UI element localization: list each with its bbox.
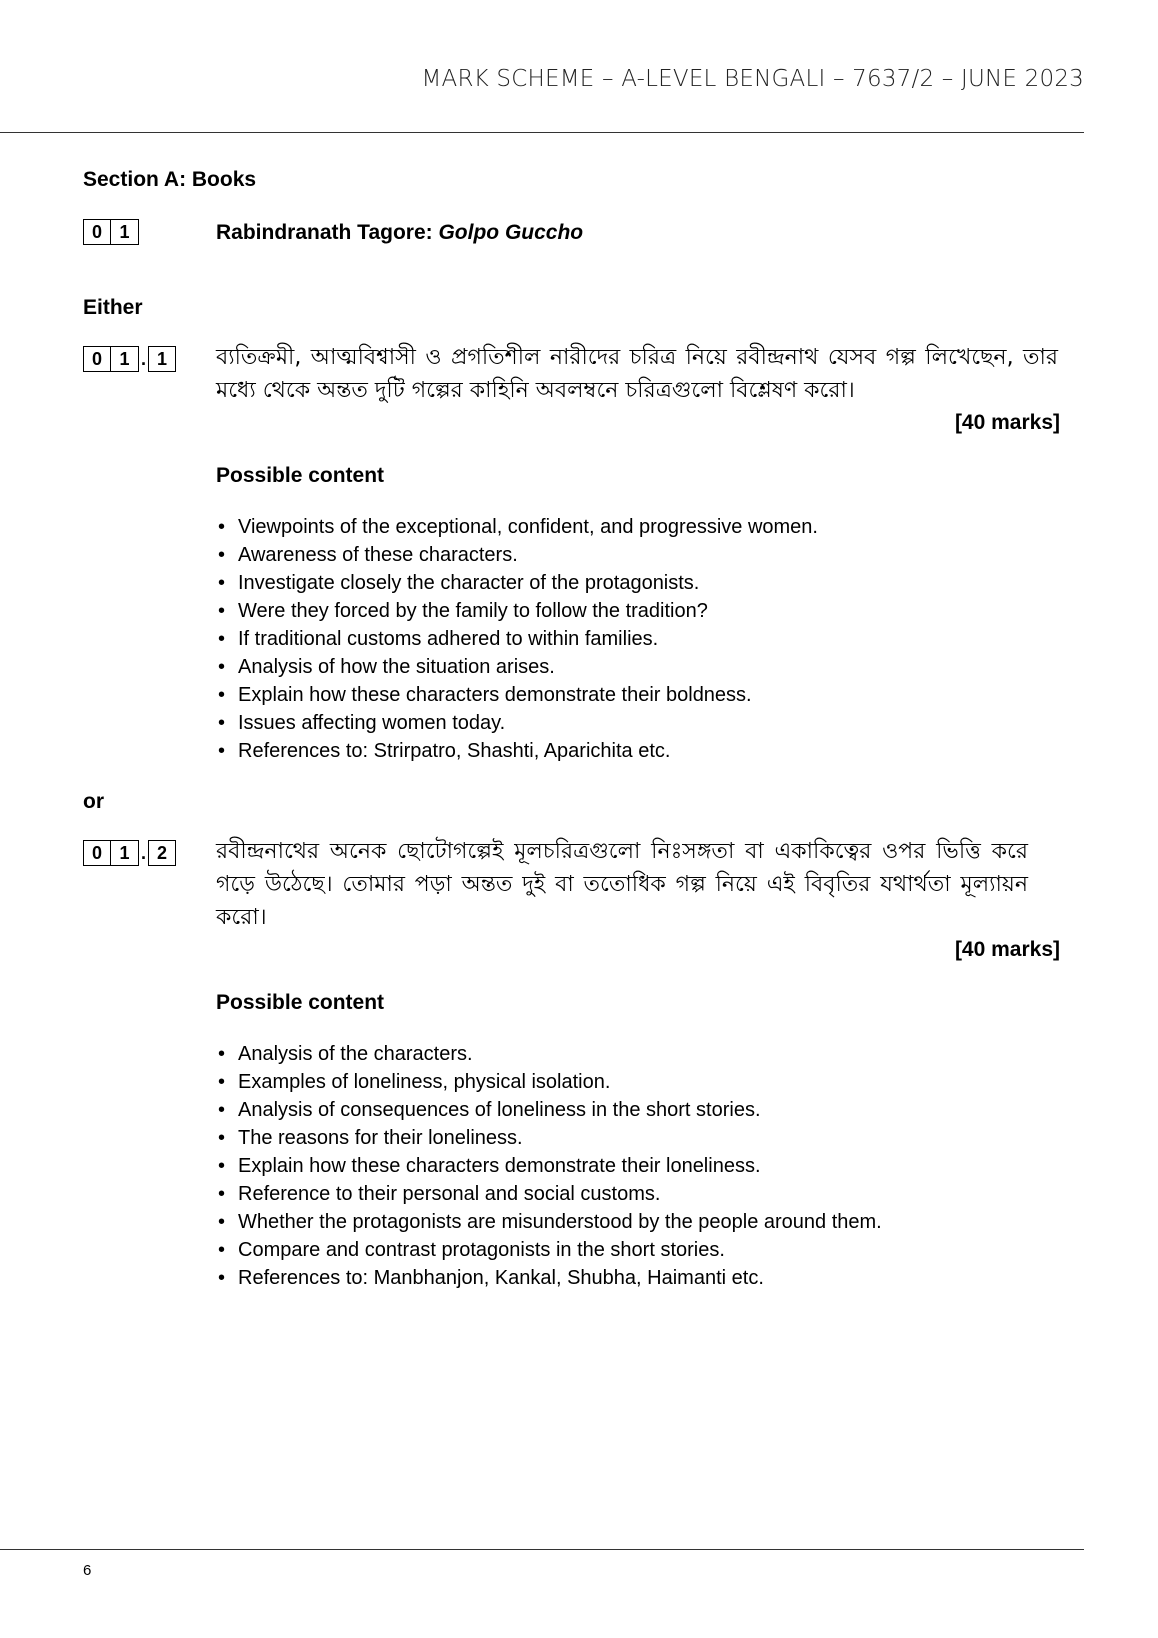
question-number-boxes	[83, 219, 139, 245]
digit-box: 0	[83, 346, 111, 372]
question-title-work: Golpo Guccho	[438, 221, 584, 244]
list-item: • Viewpoints of the exceptional, confident, and progressive women.	[216, 513, 818, 541]
page-number: 6	[83, 1562, 92, 1579]
digit-box: 1	[111, 346, 139, 372]
list-item: • Compare and contrast protagonists in the short stories.	[216, 1236, 882, 1264]
header-title: MARK SCHEME – A-LEVEL BENGALI – 7637/2 – JUNE 2023	[421, 66, 1084, 92]
list-item: • Awareness of these characters.	[216, 541, 818, 569]
list-item: • Were they forced by the family to follow the tradition?	[216, 597, 818, 625]
either-label: Either	[83, 296, 143, 319]
q1-marks: [40 marks]	[954, 411, 1060, 434]
list-item: • Analysis of consequences of loneliness in the short stories.	[216, 1096, 882, 1124]
q2-number-boxes	[83, 840, 176, 866]
q2-question-text: রবীন্দ্রনাথের অনেক ছোটোগল্পেই মূলচরিত্রগুলো নিঃসঙ্গতা বা একাকিত্বের ওপর ভিত্তি করে গড়ে উঠেছে। তোমার পড়া অন্তত দুই বা ততোধিক গল্প নিয়ে এই বিবৃতির যথার্থতা মূল্যায়ন করো।	[216, 839, 1028, 930]
list-item: • References to: Strirpatro, Shashti, Aparichita etc.	[216, 737, 818, 765]
dot-separator: .	[141, 348, 147, 369]
list-item: • Investigate closely the character of the protagonists.	[216, 569, 818, 597]
digit-box: 2	[148, 840, 176, 866]
digit-box: 0	[83, 840, 111, 866]
list-item: • Explain how these characters demonstrate their loneliness.	[216, 1152, 882, 1180]
digit-box: 1	[111, 840, 139, 866]
digit-box: 1	[111, 219, 139, 245]
section-title: Section A: Books	[83, 168, 257, 191]
list-item: • Whether the protagonists are misunderstood by the people around them.	[216, 1208, 882, 1236]
list-item: • Examples of loneliness, physical isolation.	[216, 1068, 882, 1096]
q2-marks: [40 marks]	[954, 938, 1060, 961]
question-title-author: Rabindranath Tagore:	[216, 221, 439, 244]
list-item: • If traditional customs adhered to within families.	[216, 625, 818, 653]
question-title	[216, 221, 583, 245]
list-item: • Analysis of the characters.	[216, 1040, 882, 1068]
footer-rule	[0, 1549, 1084, 1550]
digit-box: 0	[83, 219, 111, 245]
digit-box: 1	[148, 346, 176, 372]
q1-number-boxes	[83, 346, 176, 372]
q1-content-heading: Possible content	[216, 464, 385, 487]
q1-question-text: ব্যতিক্রমী, আত্মবিশ্বাসী ও প্রগতিশীল নারীদের চরিত্র নিয়ে রবীন্দ্রনাথ যেসব গল্প লিখেছেন, তার মধ্যে থেকে অন্তত দুটি গল্পের কাহিনি অবলম্বনে চরিত্রগুলো বিশ্লেষণ করো।	[216, 345, 1058, 403]
q2-content-heading: Possible content	[216, 991, 385, 1014]
dot-separator: .	[141, 842, 147, 863]
list-item: • Explain how these characters demonstrate their boldness.	[216, 681, 818, 709]
header-rule	[0, 132, 1084, 133]
list-item: • Reference to their personal and social customs.	[216, 1180, 882, 1208]
list-item: • Issues affecting women today.	[216, 709, 818, 737]
or-label: or	[83, 790, 104, 813]
list-item: • References to: Manbhanjon, Kankal, Shubha, Haimanti etc.	[216, 1264, 882, 1292]
list-item: • The reasons for their loneliness.	[216, 1124, 882, 1152]
q1-content-list	[216, 513, 818, 765]
list-item: • Analysis of how the situation arises.	[216, 653, 818, 681]
q2-content-list	[216, 1040, 882, 1292]
